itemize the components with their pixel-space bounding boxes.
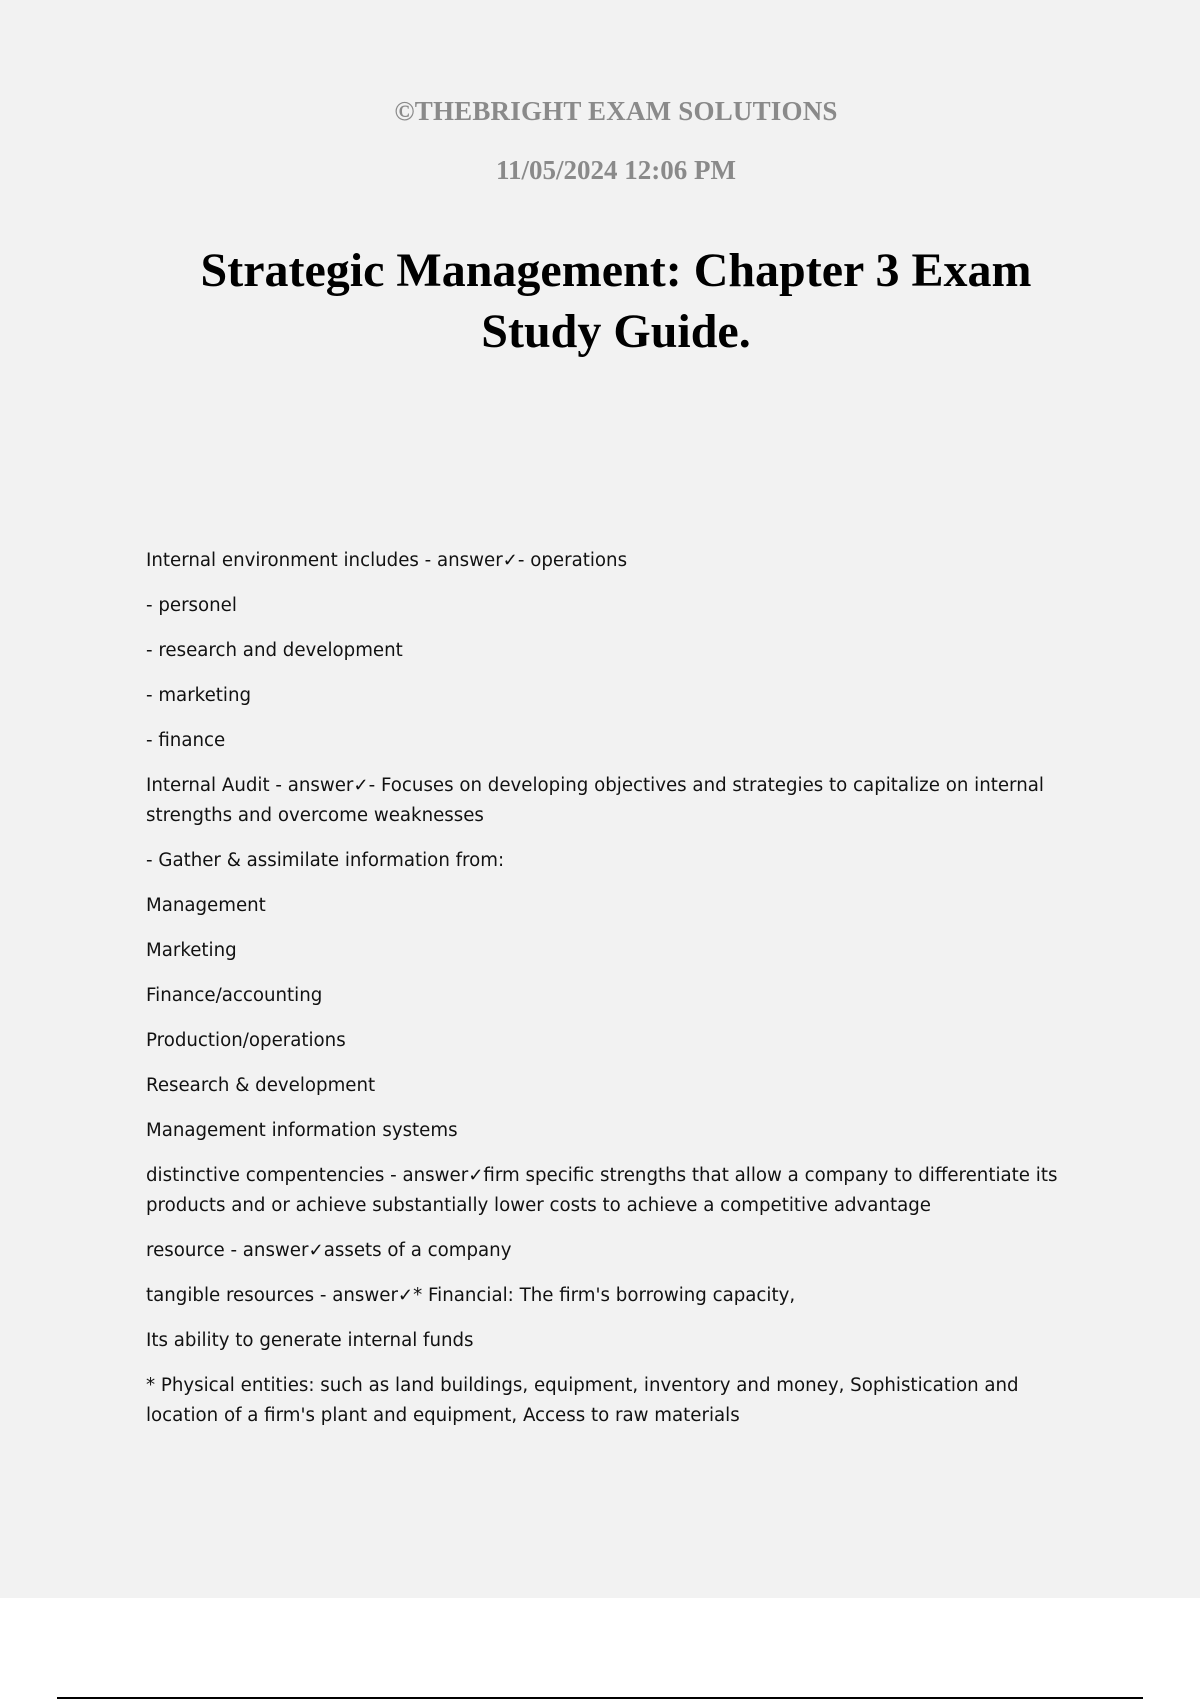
body-line: - research and development — [146, 640, 403, 661]
body-line: Marketing — [146, 940, 237, 961]
body-line: distinctive compentencies - answer✓firm specific strengths that allow a company to differentiate its products and or achieve substantially lower costs to achieve a competitive advantage — [146, 1165, 1058, 1216]
body-line: Research & development — [146, 1075, 376, 1096]
body-line: - marketing — [146, 685, 252, 706]
header-datetime: 11/05/2024 12:06 PM — [496, 155, 736, 185]
footer-divider — [57, 1697, 1143, 1699]
body-line: - finance — [146, 730, 226, 751]
body-line: Management — [146, 895, 266, 916]
document-body — [146, 546, 1086, 1446]
body-line: tangible resources - answer✓* Financial: The firm's borrowing capacity, — [146, 1285, 796, 1306]
body-line: Finance/accounting — [146, 985, 323, 1006]
body-line: Production/operations — [146, 1030, 346, 1051]
body-line: Internal Audit - answer✓- Focuses on developing objectives and strategies to capitalize on internal strengths and overcome weaknesses — [146, 775, 1044, 826]
document-title: Strategic Management: Chapter 3 Exam Study Guide. — [200, 244, 1032, 358]
header-brand: ©THEBRIGHT EXAM SOLUTIONS — [394, 96, 838, 126]
body-line: * Physical entities: such as land buildings, equipment, inventory and money, Sophistication and location of a firm's plant and equipment, Access to raw materials — [146, 1375, 1019, 1426]
body-line: - Gather & assimilate information from: — [146, 850, 505, 871]
body-line: - personel — [146, 595, 237, 616]
body-line: Management information systems — [146, 1120, 458, 1141]
body-line: resource - answer✓assets of a company — [146, 1240, 512, 1261]
body-line: Internal environment includes - answer✓- operations — [146, 550, 628, 571]
body-line: Its ability to generate internal funds — [146, 1330, 474, 1351]
